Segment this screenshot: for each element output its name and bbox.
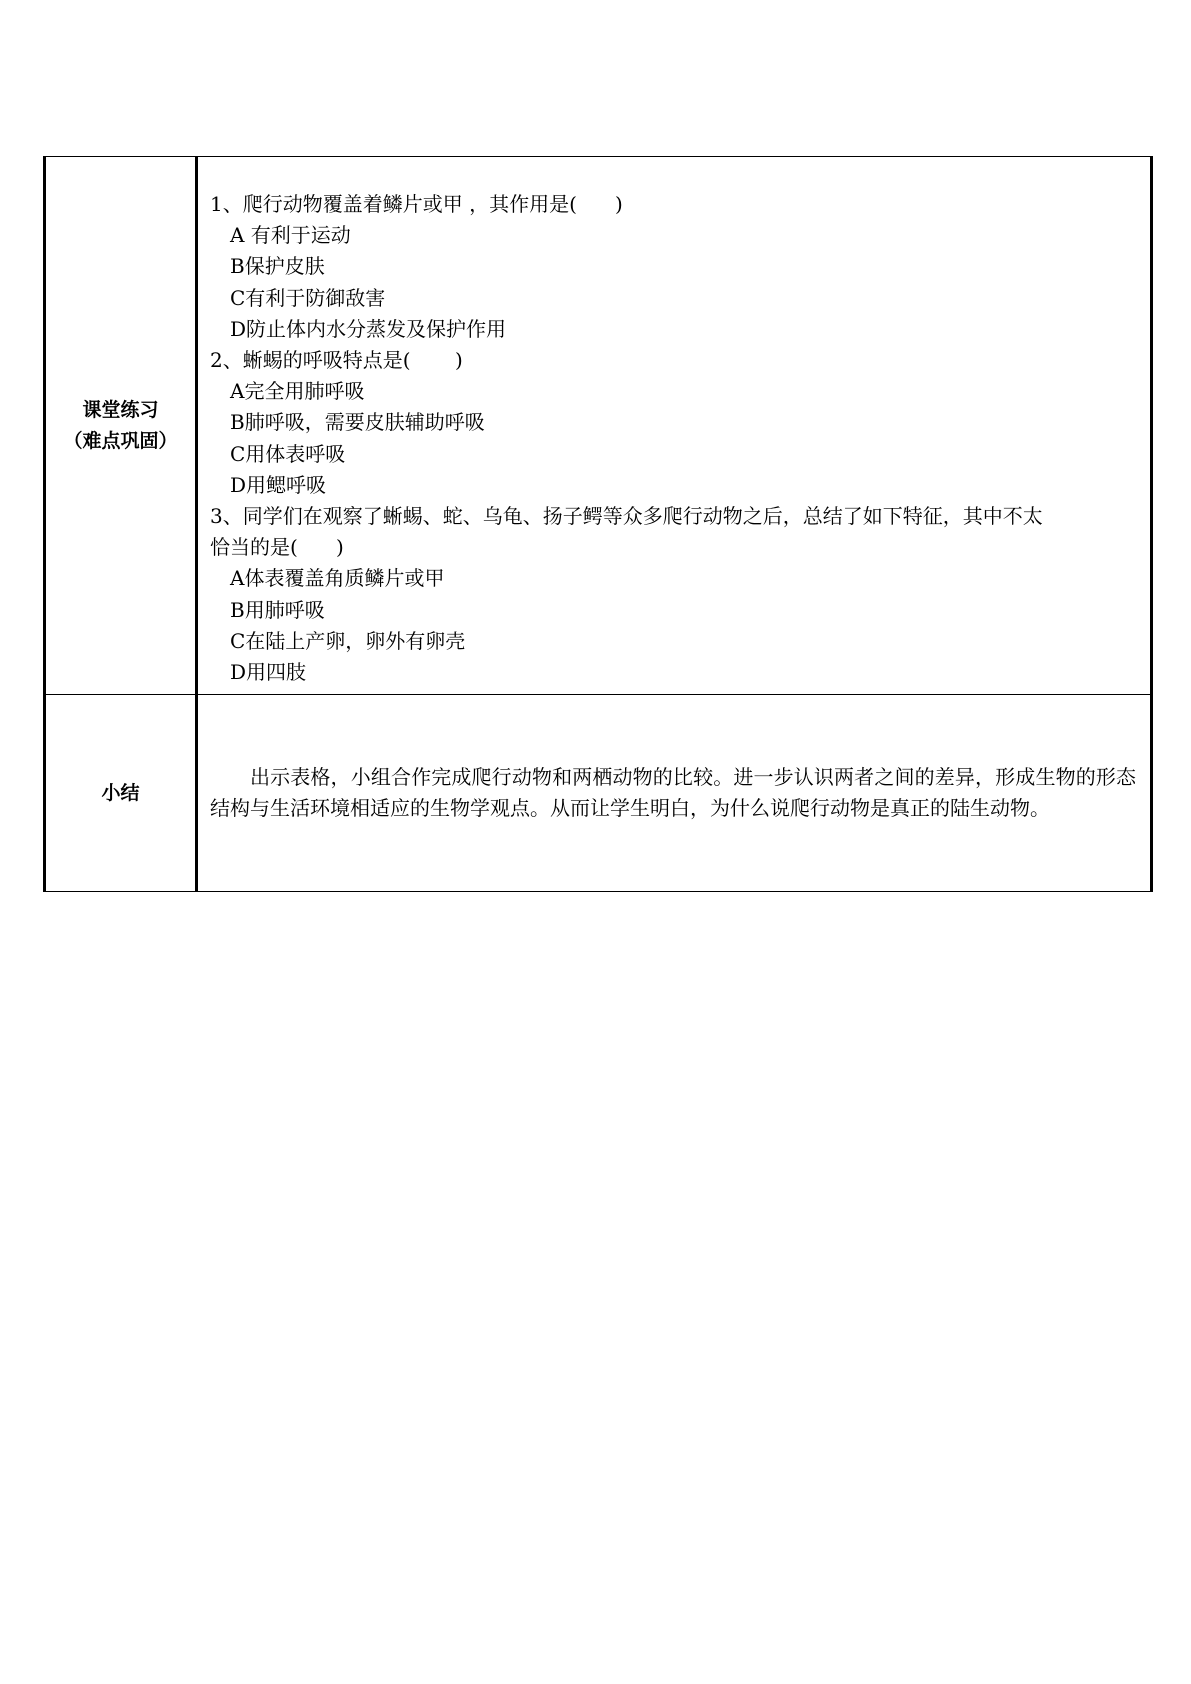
question-3-option-d: D用四肢 xyxy=(230,660,307,685)
summary-content-cell xyxy=(197,695,1152,892)
question-2-option-a: A完全用肺呼吸 xyxy=(230,379,365,404)
question-1-option-a: A 有利于运动 xyxy=(230,223,351,248)
summary-label: 小结 xyxy=(101,781,140,804)
question-3-line-2: 恰当的是( ) xyxy=(210,535,344,560)
summary-row xyxy=(45,695,1152,892)
question-1-option-b: B保护皮肤 xyxy=(230,254,325,279)
question-1: 1、爬行动物覆盖着鳞片或甲 ，其作用是( ) xyxy=(210,192,623,216)
exercise-row xyxy=(45,157,1152,695)
question-3-option-a: A体表覆盖角质鳞片或甲 xyxy=(230,566,445,591)
exercise-content-cell xyxy=(197,157,1152,695)
question-3-option-c: C在陆上产卵，卵外有卵壳 xyxy=(230,628,466,653)
question-1-option-c: C有利于防御敌害 xyxy=(230,285,386,310)
exercise-label-cell xyxy=(45,157,197,695)
question-2-option-d: D用鳃呼吸 xyxy=(230,472,327,497)
exercise-list xyxy=(198,157,1150,694)
summary-text: 出示表格，小组合作完成爬行动物和两栖动物的比较。进一步认识两者之间的差异，形成生物的形态结构与生活环境相适应的生物学观点。从而让学生明白，为什么说爬行动物是真正的陆生动物。 xyxy=(210,765,1136,821)
exercise-label-title: 课堂练习 xyxy=(82,398,159,421)
question-3-option-b: B用肺呼吸 xyxy=(230,597,325,622)
question-2-option-c: C用体表呼吸 xyxy=(230,441,346,466)
question-2: 2、蜥蜴的呼吸特点是( ) xyxy=(210,348,463,373)
exercise-label-subtitle: （难点巩固） xyxy=(63,429,178,452)
lesson-plan-table xyxy=(43,156,1153,892)
question-3-line-1: 3、同学们在观察了蜥蜴、蛇、乌龟、扬子鳄等众多爬行动物之后，总结了如下特征，其中不太 xyxy=(210,504,1043,529)
question-2-option-b: B肺呼吸，需要皮肤辅助呼吸 xyxy=(230,410,485,435)
summary-label-cell xyxy=(45,695,197,892)
question-1-option-d: D防止体内水分蒸发及保护作用 xyxy=(230,316,507,341)
